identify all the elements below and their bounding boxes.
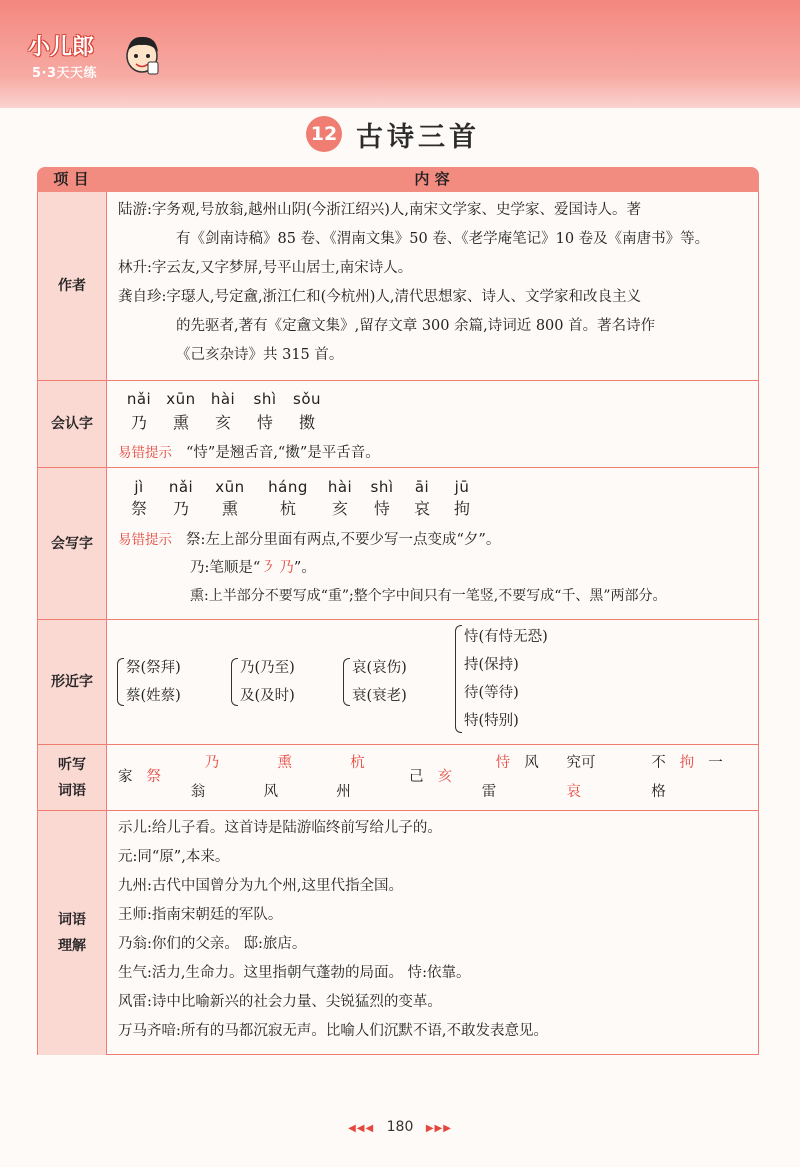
- pinyin: nǎi: [168, 478, 194, 496]
- similar-content: [106, 620, 758, 744]
- label-line: 理解: [58, 938, 86, 954]
- label-write: 会写字: [38, 468, 106, 619]
- tip-label: 易错提示: [118, 445, 172, 461]
- label-line: 听写: [58, 756, 86, 773]
- row-author: [38, 192, 758, 381]
- similar-group-4: [455, 623, 548, 735]
- author-line: 陆游:字务观,号放翁,越州山阴(今浙江绍兴)人,南宋文学家、史学家、爱国诗人。著: [118, 202, 642, 218]
- vocab-line: 示儿:给儿子看。这首诗是陆游临终前写给儿子的。: [118, 820, 442, 836]
- label-recognize: 会认字: [38, 381, 106, 467]
- char: 亥: [214, 413, 231, 432]
- write-pinyin-row: [118, 476, 748, 498]
- label-similar: 形近字: [38, 620, 106, 744]
- brace-icon: [117, 658, 124, 706]
- recognize-pinyin-row: [118, 387, 748, 411]
- dictation-word: 究可哀: [566, 754, 596, 800]
- brand-subtitle: 5·3天天练: [32, 66, 98, 81]
- lesson-title: [306, 116, 480, 152]
- pinyin: āi: [414, 478, 430, 496]
- dictation-word: 乃翁: [190, 754, 220, 800]
- char: 熏: [221, 499, 238, 518]
- dictation-word: 己 亥: [409, 769, 452, 785]
- similar-word: 待(等待): [464, 685, 519, 701]
- dictation-word: 杭州: [336, 754, 365, 800]
- similar-word: 衰(衰老): [352, 688, 407, 704]
- vocab-line: 王师:指南宋朝廷的军队。: [118, 907, 283, 923]
- vocab-line: 风雷:诗中比喻新兴的社会力量、尖锐猛烈的变革。: [118, 994, 442, 1010]
- lesson-number-badge: 12: [306, 116, 342, 152]
- pinyin: jū: [454, 478, 470, 496]
- table-body: [37, 192, 759, 1055]
- author-line: 龚自珍:字璱人,号定盦,浙江仁和(今杭州)人,清代思想家、诗人、文学家和改良主义: [118, 289, 642, 305]
- brace-icon: [455, 625, 462, 733]
- char: 祭: [130, 499, 147, 518]
- row-write: [38, 468, 758, 620]
- label-author: 作者: [38, 192, 106, 380]
- tip-text: “恃”是翘舌音,“擞”是平舌音。: [186, 445, 380, 461]
- char: 哀: [413, 499, 430, 518]
- page-number-text: 180: [386, 1119, 414, 1135]
- char: 恃: [256, 413, 273, 432]
- author-line: 的先驱者,著有《定盦文集》,留存文章 300 余篇,诗词近 800 首。著名诗作: [176, 318, 656, 334]
- pinyin: hài: [210, 390, 236, 408]
- label-line: 词语: [58, 912, 86, 928]
- write-chars-row: [118, 498, 748, 520]
- char: 熏: [172, 413, 189, 432]
- author-line: 林升:字云友,又字梦屏,号平山居士,南宋诗人。: [118, 260, 413, 276]
- pinyin: xūn: [166, 390, 196, 408]
- dictation-word: 恃 风雷: [481, 754, 539, 800]
- char: 擞: [298, 413, 315, 432]
- pinyin: xūn: [215, 478, 245, 496]
- pinyin: shì: [370, 478, 394, 496]
- similar-group-1: [117, 654, 181, 710]
- similar-word: 持(保持): [464, 657, 519, 673]
- vocab-line: 九州:古代中国曾分为九个州,这里代指全国。: [118, 878, 403, 894]
- dictation-word: 家 祭: [118, 769, 161, 785]
- char: 恃: [373, 499, 390, 518]
- right-arrows-icon: ▶▶▶: [425, 1123, 452, 1134]
- pinyin: sǒu: [293, 390, 321, 408]
- vocab-line: 万马齐喑:所有的马都沉寂无声。比喻人们沉默不语,不敢发表意见。: [118, 1023, 548, 1039]
- header-item: 项 目: [53, 170, 89, 188]
- pinyin: nǎi: [126, 390, 152, 408]
- header-content: 内 容: [414, 170, 450, 188]
- similar-word: 蔡(姓蔡): [126, 688, 181, 704]
- char: 亥: [331, 499, 348, 518]
- similar-word: 及(及时): [240, 688, 295, 704]
- similar-word: 祭(祭拜): [126, 660, 181, 676]
- brace-icon: [343, 658, 350, 706]
- recognize-content: [106, 381, 758, 467]
- author-line: 《己亥杂诗》共 315 首。: [176, 347, 344, 363]
- label-dictation: [38, 745, 106, 810]
- tip-label: 易错提示: [118, 532, 172, 548]
- label-line: 词语: [58, 782, 86, 799]
- lesson-name: 古诗三首: [356, 121, 480, 153]
- table-header: [37, 167, 759, 192]
- char: 拘: [453, 499, 470, 518]
- brace-icon: [231, 658, 238, 706]
- dictation-word: 熏风: [263, 754, 292, 800]
- page-number: [0, 1119, 800, 1135]
- recognize-tip: [118, 441, 748, 465]
- tip-text: ”。: [293, 560, 316, 576]
- vocab-line: 乃翁:你们的父亲。 邸:旅店。: [118, 936, 307, 952]
- write-content: [106, 468, 758, 619]
- write-tip-1: [118, 526, 748, 554]
- mascot-boy-icon: [122, 32, 162, 78]
- pinyin: háng: [268, 478, 308, 496]
- similar-group-2: [231, 654, 295, 710]
- row-dictation: [38, 745, 758, 811]
- dictation-words: [106, 745, 758, 810]
- similar-word: 恃(有恃无恐): [464, 629, 548, 645]
- row-vocab: [38, 811, 758, 1055]
- vocab-content: [106, 811, 758, 1055]
- brand-title: 小儿郎: [28, 35, 95, 60]
- similar-word: 哀(哀伤): [352, 660, 407, 676]
- row-similar: [38, 620, 758, 745]
- left-arrows-icon: ◀◀◀: [348, 1123, 375, 1134]
- tip-text: 乃:笔顺是“: [190, 560, 261, 576]
- similar-group-3: [343, 654, 407, 710]
- recognize-chars-row: [118, 411, 748, 435]
- write-tip-3: 熏:上半部分不要写成“重”;整个字中间只有一笔竖,不要写成“千、黑”两部分。: [190, 588, 667, 604]
- write-tip-2: [118, 554, 748, 582]
- row-recognize: [38, 381, 758, 468]
- char: 乃: [130, 413, 147, 432]
- author-content: [106, 192, 758, 380]
- vocab-line: 元:同“原”,本来。: [118, 849, 230, 865]
- char: 杭: [279, 499, 296, 518]
- summary-table: [37, 167, 759, 1055]
- char: 乃: [172, 499, 189, 518]
- pinyin: shì: [253, 390, 277, 408]
- pinyin: hài: [327, 478, 353, 496]
- pinyin: jì: [134, 478, 144, 496]
- dictation-word: 不 拘 一格: [651, 754, 723, 800]
- label-vocab: [38, 811, 106, 1055]
- stroke-order: ㇋ 乃: [260, 560, 294, 576]
- vocab-line: 生气:活力,生命力。这里指朝气蓬勃的局面。 恃:依靠。: [118, 965, 471, 981]
- author-line: 有《剑南诗稿》85 卷、《渭南文集》50 卷、《老学庵笔记》10 卷及《南唐书》等。: [176, 231, 710, 247]
- similar-word: 乃(乃至): [240, 660, 295, 676]
- similar-word: 特(特别): [464, 713, 519, 729]
- tip-text: 祭:左上部分里面有两点,不要少写一点变成“夕”。: [186, 532, 501, 548]
